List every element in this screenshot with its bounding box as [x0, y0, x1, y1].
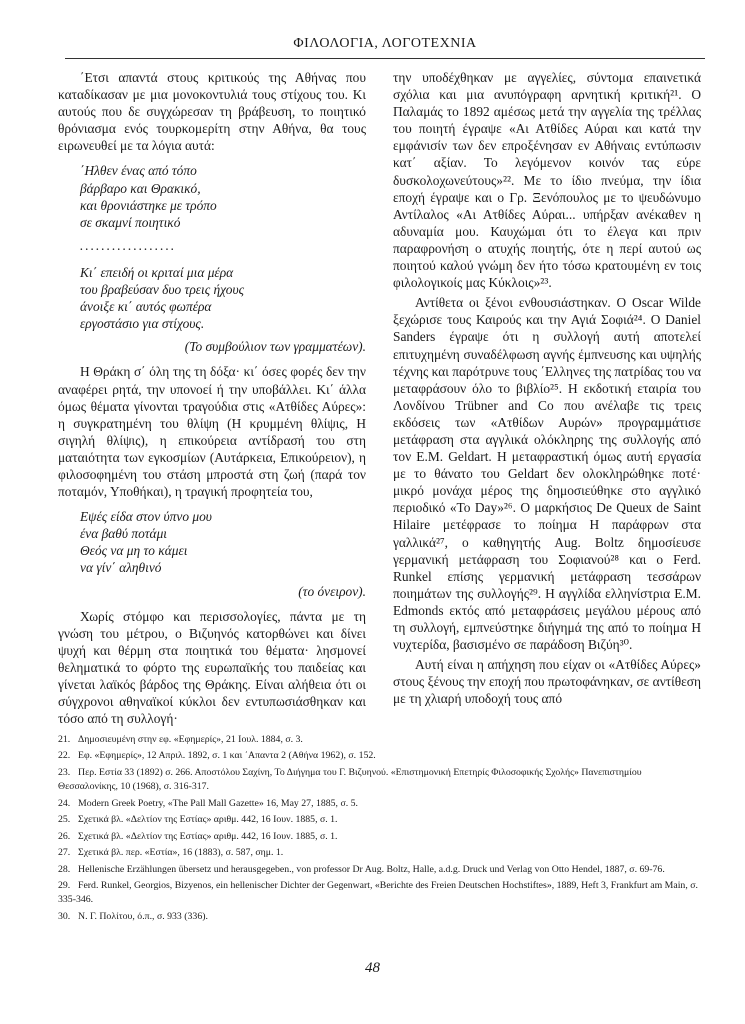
- verse-line: να γίν΄ αληθινό: [80, 560, 162, 576]
- verse-line: ΄Ηλθεν ένας από τόπο: [80, 163, 197, 179]
- paragraph: την υποδέχθηκαν με αγγελίες, σύντομα επαινετικά σχόλια και μια ανυπόγραφη αρνητική κριτική²¹. Ο Παλαμάς το 1892 αμέσως μετά την αγγελία της τρέλλας του ποιητή έγραψε «Αι Ατθίδες Αύραι και κατά την εμφάνισίν των δεν επροξένησαν εν Αθήναις εντύπωσιν κατ΄ αξίαν. Το λεγόμενον κοινόν τας εύρε δυσκολοχωνεύτους»²². Με το ίδιο πνεύμα, την ίδια εποχή έγραψε και ο Γρ. Ξενόπουλος με το ψευδώνυμο Αντίλαλος «Αι Ατθίδες Αύραι... υπήρξαν ανέκαθεν η αδυναμία μου. Καυχώμαι ότι το έλεγα και πριν παραφρονήση ο ατυχής ποιητής, ότε η περί αυτού ως ποιητού καλού γνώμη δεν ήτο τόσω κρατουμένη εν τοις φιλολογικοίς μας Κύκλοις»²³.: [393, 70, 701, 291]
- verse-quote: [80, 162, 366, 332]
- footnote: [58, 766, 698, 795]
- verse-source: (το όνειρον).: [298, 583, 366, 599]
- verse-line: Εψές είδα στον ύπνο μου: [80, 509, 212, 525]
- left-column: [58, 69, 366, 727]
- verse-line: Κι΄ επειδή οι κριταί μια μέρα: [80, 264, 234, 280]
- footnote: [58, 846, 698, 860]
- footnote-number: 28.: [58, 863, 71, 875]
- verse-quote: [80, 508, 366, 576]
- footnote-text: Δημοσιευμένη στην εφ. «Εφημερίς», 21 Ιουλ. 1884, σ. 3.: [78, 734, 303, 745]
- paragraph: Αντίθετα οι ξένοι ενθουσιάστηκαν. Ο Oscar Wilde ξεχώρισε τους Καιρούς και την Αγιά Σοφιά²⁴. Ο Daniel Sanders έγραψε ότι η συλλογή αυτή αποτελεί επιτυχημένη συναδέλφωση αγνής έμπνευσης και υψηλής τέχνης και παρότρυνε τους ΄Ελληνες της πατρίδας του να μεταφράσουν όλο το βιβλίο²⁵. Η εκδοτική εταιρία του Λονδίνου Trübner and Co που ανέλαβε τις τρεις εκδόσεις των «Ατθίδων Αυρών» προγραμμάτισε μετάφραση στα αγγλικά ολόκληρης της συλλογής από τον E.M. Geldart. Η μεταφραστική όμως αυτή εργασία με το θάνατο του Geldart δεν ολοκληρώθηκε ποτέ· μικρό μονάχα μέρος της δημοσιεύθηκε στο αγγλικό περιοδικό «To Day»²⁶. Ο μαρκήσιος De Queux de Saint Hilaire μετέφρασε το ποίημα Η παράφρων στα γαλλικά²⁷, ο καθηγητής Aug. Boltz δημοσίευσε γερμανική μετάφραση του Σοφιανού²⁸ και ο Ferd. Runkel επίσης γερμανική μετάφραση τεσσάρων ποιημάτων της συλλογής²⁹. Η αγγλίδα ελληνίστρια E.M. Edmonds εκτός από μεταφράσεις μεγάλου μέρους από τη συλλογή, εμπνεύστηκε διήγημά της από το ποίημα Η νυχτερίδα, βασισμένο σε παράδοση Βιζύη³⁰.: [393, 295, 701, 653]
- footnote-number: 30.: [58, 910, 71, 922]
- footnote-text: Σχετικά βλ. περ. «Εστία», 16 (1883), σ. 587, σημ. 1.: [78, 847, 284, 859]
- footnote-text: Modern Greek Poetry, «The Pall Mall Gazette» 16, May 27, 1885, σ. 5.: [78, 797, 358, 809]
- paragraph: Η Θράκη σ΄ όλη της τη δόξα· κι΄ όσες φορές δεν την αναφέρει ρητά, την υπονοεί ή την υποβάλλει. Κι΄ άλλα όμως θέματα γίνονται τραγούδια στις «Ατθίδες Αύρες»: η συγκρατημένη του θλίψη (Η κρυμμένη θλίψις, Η σιγηλή θλίψις), η επικούρεια αντίδρασή του στη ματαιότητα των εγκοσμίων (Αυτάρκεια, Επικούρειον), η φιλοσοφημένη του στάση μπροστά στη ζωή (παρά τον ποταμόν, Υποθήκαι), η τραγική προφητεία του,: [58, 364, 366, 500]
- footnote-text: Hellenische Erzählungen übersetz und herausgegeben., von professor Dr Aug. Boltz, Halle, a.d.g. Druck und Verlag von Otto Hendel, 1887, σ. 69-76.: [78, 863, 665, 875]
- paragraph: Χωρίς στόμφο και περισσολογίες, πάντα με τη γνώση του μέτρου, ο Βιζυηνός κατορθώνει και δίνει ψυχή και θέρμη στα ποιητικά του θέματα· λησμονεί θεληματικά το φόρτο της ευρωπαϊκής του παιδείας και γίνεται λαϊκός βάρδος της Θράκης. Είναι αλήθεια ότι οι σύγχρονοι αθηναϊκοί κύκλοι δεν εντυπωσιάσθηκαν και τόσο από τη συλλογή·: [58, 608, 366, 727]
- footnote-number: 27.: [58, 847, 71, 859]
- verse-line: του βραβεύσαν δυο τρεις ήχους: [80, 282, 245, 298]
- footnote-number: 29.: [58, 880, 71, 892]
- footnote-text: Περ. Εστία 33 (1892) σ. 266. Αποστόλου Σαχίνη, Το Διήγημα του Γ. Βιζυηνού. «Επιστημονική Επετηρίς Φιλοσοφικής Σχολής» Πανεπιστημίου Θεσσαλονίκης, 10 (1968), σ. 316-317.: [58, 766, 642, 793]
- footnote: [58, 910, 698, 924]
- verse-line: βάρβαρο και Θρακικό,: [80, 180, 201, 196]
- footnote-number: 22.: [58, 750, 71, 762]
- footnotes: [58, 733, 698, 926]
- footnote-text: Ferd. Runkel, Georgios, Bizyenos, ein hellenischer Dichter der Gegenwart, «Berichte des Freien Deutschen Hochstiftes», 1889, Heft 3, Frankfurt am Main, σ. 335-346.: [58, 880, 698, 906]
- footnote-number: 23.: [58, 766, 71, 778]
- verse-line: ένα βαθύ ποτάμι: [80, 526, 168, 542]
- footnote-number: 26.: [58, 830, 71, 842]
- footnote-number: 24.: [58, 797, 71, 809]
- footnote: [58, 830, 698, 844]
- footnote: [58, 797, 698, 811]
- ellipsis-line: ..................: [80, 237, 177, 253]
- verse-line: άνοιξε κι΄ αυτός φωπέρα: [80, 299, 212, 315]
- footnote: [58, 879, 698, 908]
- footnote-text: Ν. Γ. Πολίτου, ό.π., σ. 933 (336).: [78, 910, 208, 922]
- footnote-number: 25.: [58, 814, 71, 826]
- verse-line: εργοστάσιο για στίχους.: [80, 316, 205, 332]
- footnote: [58, 733, 698, 747]
- footnote: [58, 813, 698, 827]
- paragraph: Αυτή είναι η απήχηση που είχαν οι «Ατθίδες Αύρες» στους ξένους την εποχή που πρωτοφάνηκαν, σε αντίθεση με τη χλιαρή υποδοχή τους από: [393, 657, 701, 707]
- footnote: [58, 863, 698, 877]
- verse-source: (Το συμβούλιον των γραμματέων).: [184, 339, 366, 355]
- footnote-text: Εφ. «Εφημερίς», 12 Απριλ. 1892, σ. 1 και ΄Απαντα 2 (Αθήνα 1962), σ. 152.: [78, 750, 376, 762]
- running-head: ΦΙΛΟΛΟΓΙΑ, ΛΟΓΟΤΕΧΝΙΑ: [293, 36, 477, 51]
- verse-line: Θεός να μη το κάμει: [80, 543, 188, 559]
- footnote: [58, 749, 698, 763]
- footnote-text: Σχετικά βλ. «Δελτίον της Εστίας» αριθμ. 442, 16 Ιουν. 1885, σ. 1.: [78, 830, 338, 842]
- paragraph: ΄Ετσι απαντά στους κριτικούς της Αθήνας που καταδίκασαν με μια μονοκοντυλιά τους στίχους του. Κι αυτούς που δε συγχώρεσαν τη βράβευση, το ποιητικό θρόνιασμα ενός τουρκομερίτη στην Αθήνα, θα τους ειρωνευθεί με τα λόγια αυτά:: [58, 70, 366, 154]
- footnote-text: Σχετικά βλ. «Δελτίον της Εστίας» αριθμ. 442, 16 Ιουν. 1885, σ. 1.: [78, 814, 338, 826]
- right-column: [393, 69, 701, 707]
- header-rule: [65, 58, 705, 59]
- footnote-number: 21.: [58, 734, 71, 745]
- verse-line: και θρονιάστηκε με τρόπο: [80, 197, 217, 213]
- verse-line: σε σκαμνί ποιητικό: [80, 214, 181, 230]
- page-number: 48: [365, 960, 380, 976]
